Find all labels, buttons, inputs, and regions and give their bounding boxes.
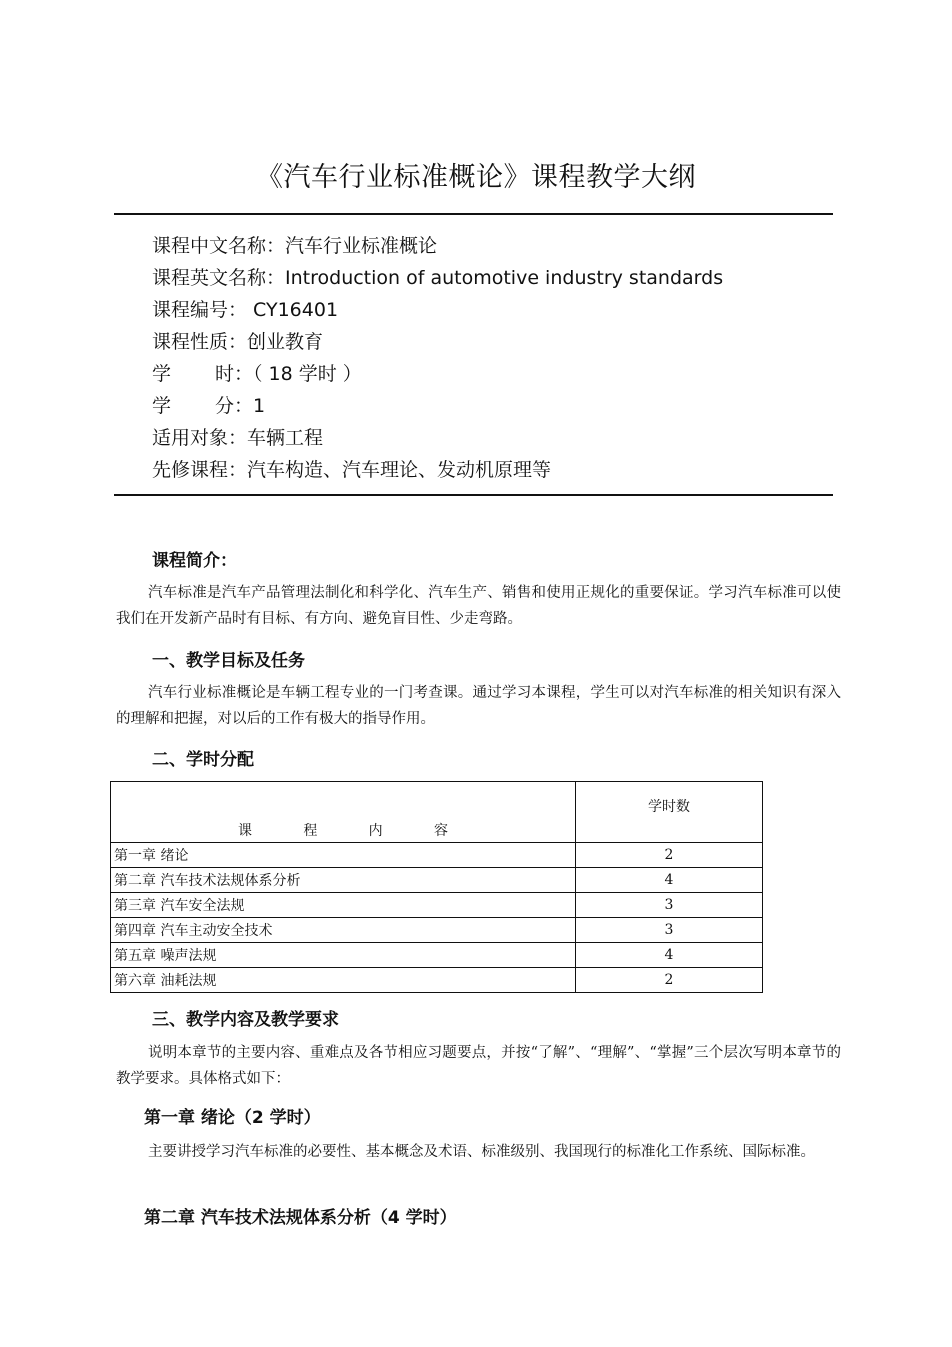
section1-heading: 一、教学目标及任务	[152, 651, 305, 671]
chapter-cell: 第五章 噪声法规	[111, 943, 576, 968]
table-row	[111, 843, 763, 868]
info-value: ：汽车构造、汽车理论、发动机原理等	[228, 459, 552, 481]
info-value: ：车辆工程	[228, 427, 324, 449]
info-target	[152, 423, 323, 450]
section3-paragraph: 说明本章节的主要内容、重难点及各节相应习题要点，并按“了解”、“理解”、“掌握”三个层次写明本章节的教学要求。具体格式如下：	[116, 1045, 841, 1087]
info-value: ：Introduction of automotive industry standards	[266, 267, 724, 289]
info-value: ： CY16401	[228, 299, 339, 321]
info-label: 适用对象	[152, 427, 229, 449]
hours-cell: 4	[576, 943, 763, 968]
bottom-divider	[114, 494, 833, 496]
info-en-name	[152, 263, 723, 290]
info-label: 学 分	[152, 395, 234, 417]
section2-heading: 二、学时分配	[152, 750, 254, 770]
document-title: 《汽车行业标准概论》课程教学大纲	[256, 162, 696, 193]
info-class-hours	[152, 359, 362, 386]
info-value: ：创业教育	[228, 331, 324, 353]
table-row	[111, 868, 763, 893]
info-label: 课程编号	[152, 299, 229, 321]
header-hours: 学时数	[576, 782, 763, 843]
info-credits	[152, 391, 265, 418]
info-label: 课程英文名称	[152, 267, 267, 289]
hours-cell: 4	[576, 868, 763, 893]
table-row	[111, 918, 763, 943]
hours-cell: 2	[576, 968, 763, 993]
intro-heading: 课程简介：	[152, 551, 237, 571]
table-row	[111, 893, 763, 918]
info-value: ：（ 18 学时 ）	[234, 363, 362, 385]
info-course-code	[152, 295, 338, 322]
chapter2-heading: 第二章 汽车技术法规体系分析（4 学时）	[144, 1208, 457, 1228]
chapter-cell: 第六章 油耗法规	[111, 968, 576, 993]
table-row	[111, 968, 763, 993]
chapter-cell: 第三章 汽车安全法规	[111, 893, 576, 918]
info-course-type	[152, 327, 323, 354]
hours-cell: 2	[576, 843, 763, 868]
info-label: 先修课程	[152, 459, 229, 481]
chapter1-heading: 第一章 绪论（2 学时）	[144, 1108, 321, 1128]
info-value: ：1	[234, 395, 266, 417]
info-label: 课程中文名称	[152, 235, 267, 257]
table-header-row	[111, 782, 763, 843]
chapter-cell: 第一章 绪论	[111, 843, 576, 868]
info-value: ：汽车行业标准概论	[266, 235, 438, 257]
top-divider	[114, 213, 833, 215]
info-label: 学 时	[152, 363, 234, 385]
header-content: 课 程 内 容	[111, 782, 576, 843]
section3-heading: 三、教学内容及教学要求	[152, 1010, 339, 1030]
section1-paragraph: 汽车行业标准概论是车辆工程专业的一门考查课。通过学习本课程，学生可以对汽车标准的相关知识有深入的理解和把握，对以后的工作有极大的指导作用。	[116, 685, 841, 727]
table-row	[111, 943, 763, 968]
chapter-cell: 第二章 汽车技术法规体系分析	[111, 868, 576, 893]
info-prerequisites	[152, 455, 551, 482]
info-label: 课程性质	[152, 331, 229, 353]
info-cn-name	[152, 231, 437, 258]
intro-paragraph: 汽车标准是汽车产品管理法制化和科学化、汽车生产、销售和使用正规化的重要保证。学习汽车标准可以使我们在开发新产品时有目标、有方向、避免盲目性、少走弯路。	[116, 585, 841, 627]
chapter-cell: 第四章 汽车主动安全技术	[111, 918, 576, 943]
chapter1-paragraph: 主要讲授学习汽车标准的必要性、基本概念及术语、标准级别、我国现行的标准化工作系统、国际标准。	[148, 1144, 815, 1160]
hours-cell: 3	[576, 893, 763, 918]
hours-cell: 3	[576, 918, 763, 943]
hours-table	[110, 781, 763, 993]
